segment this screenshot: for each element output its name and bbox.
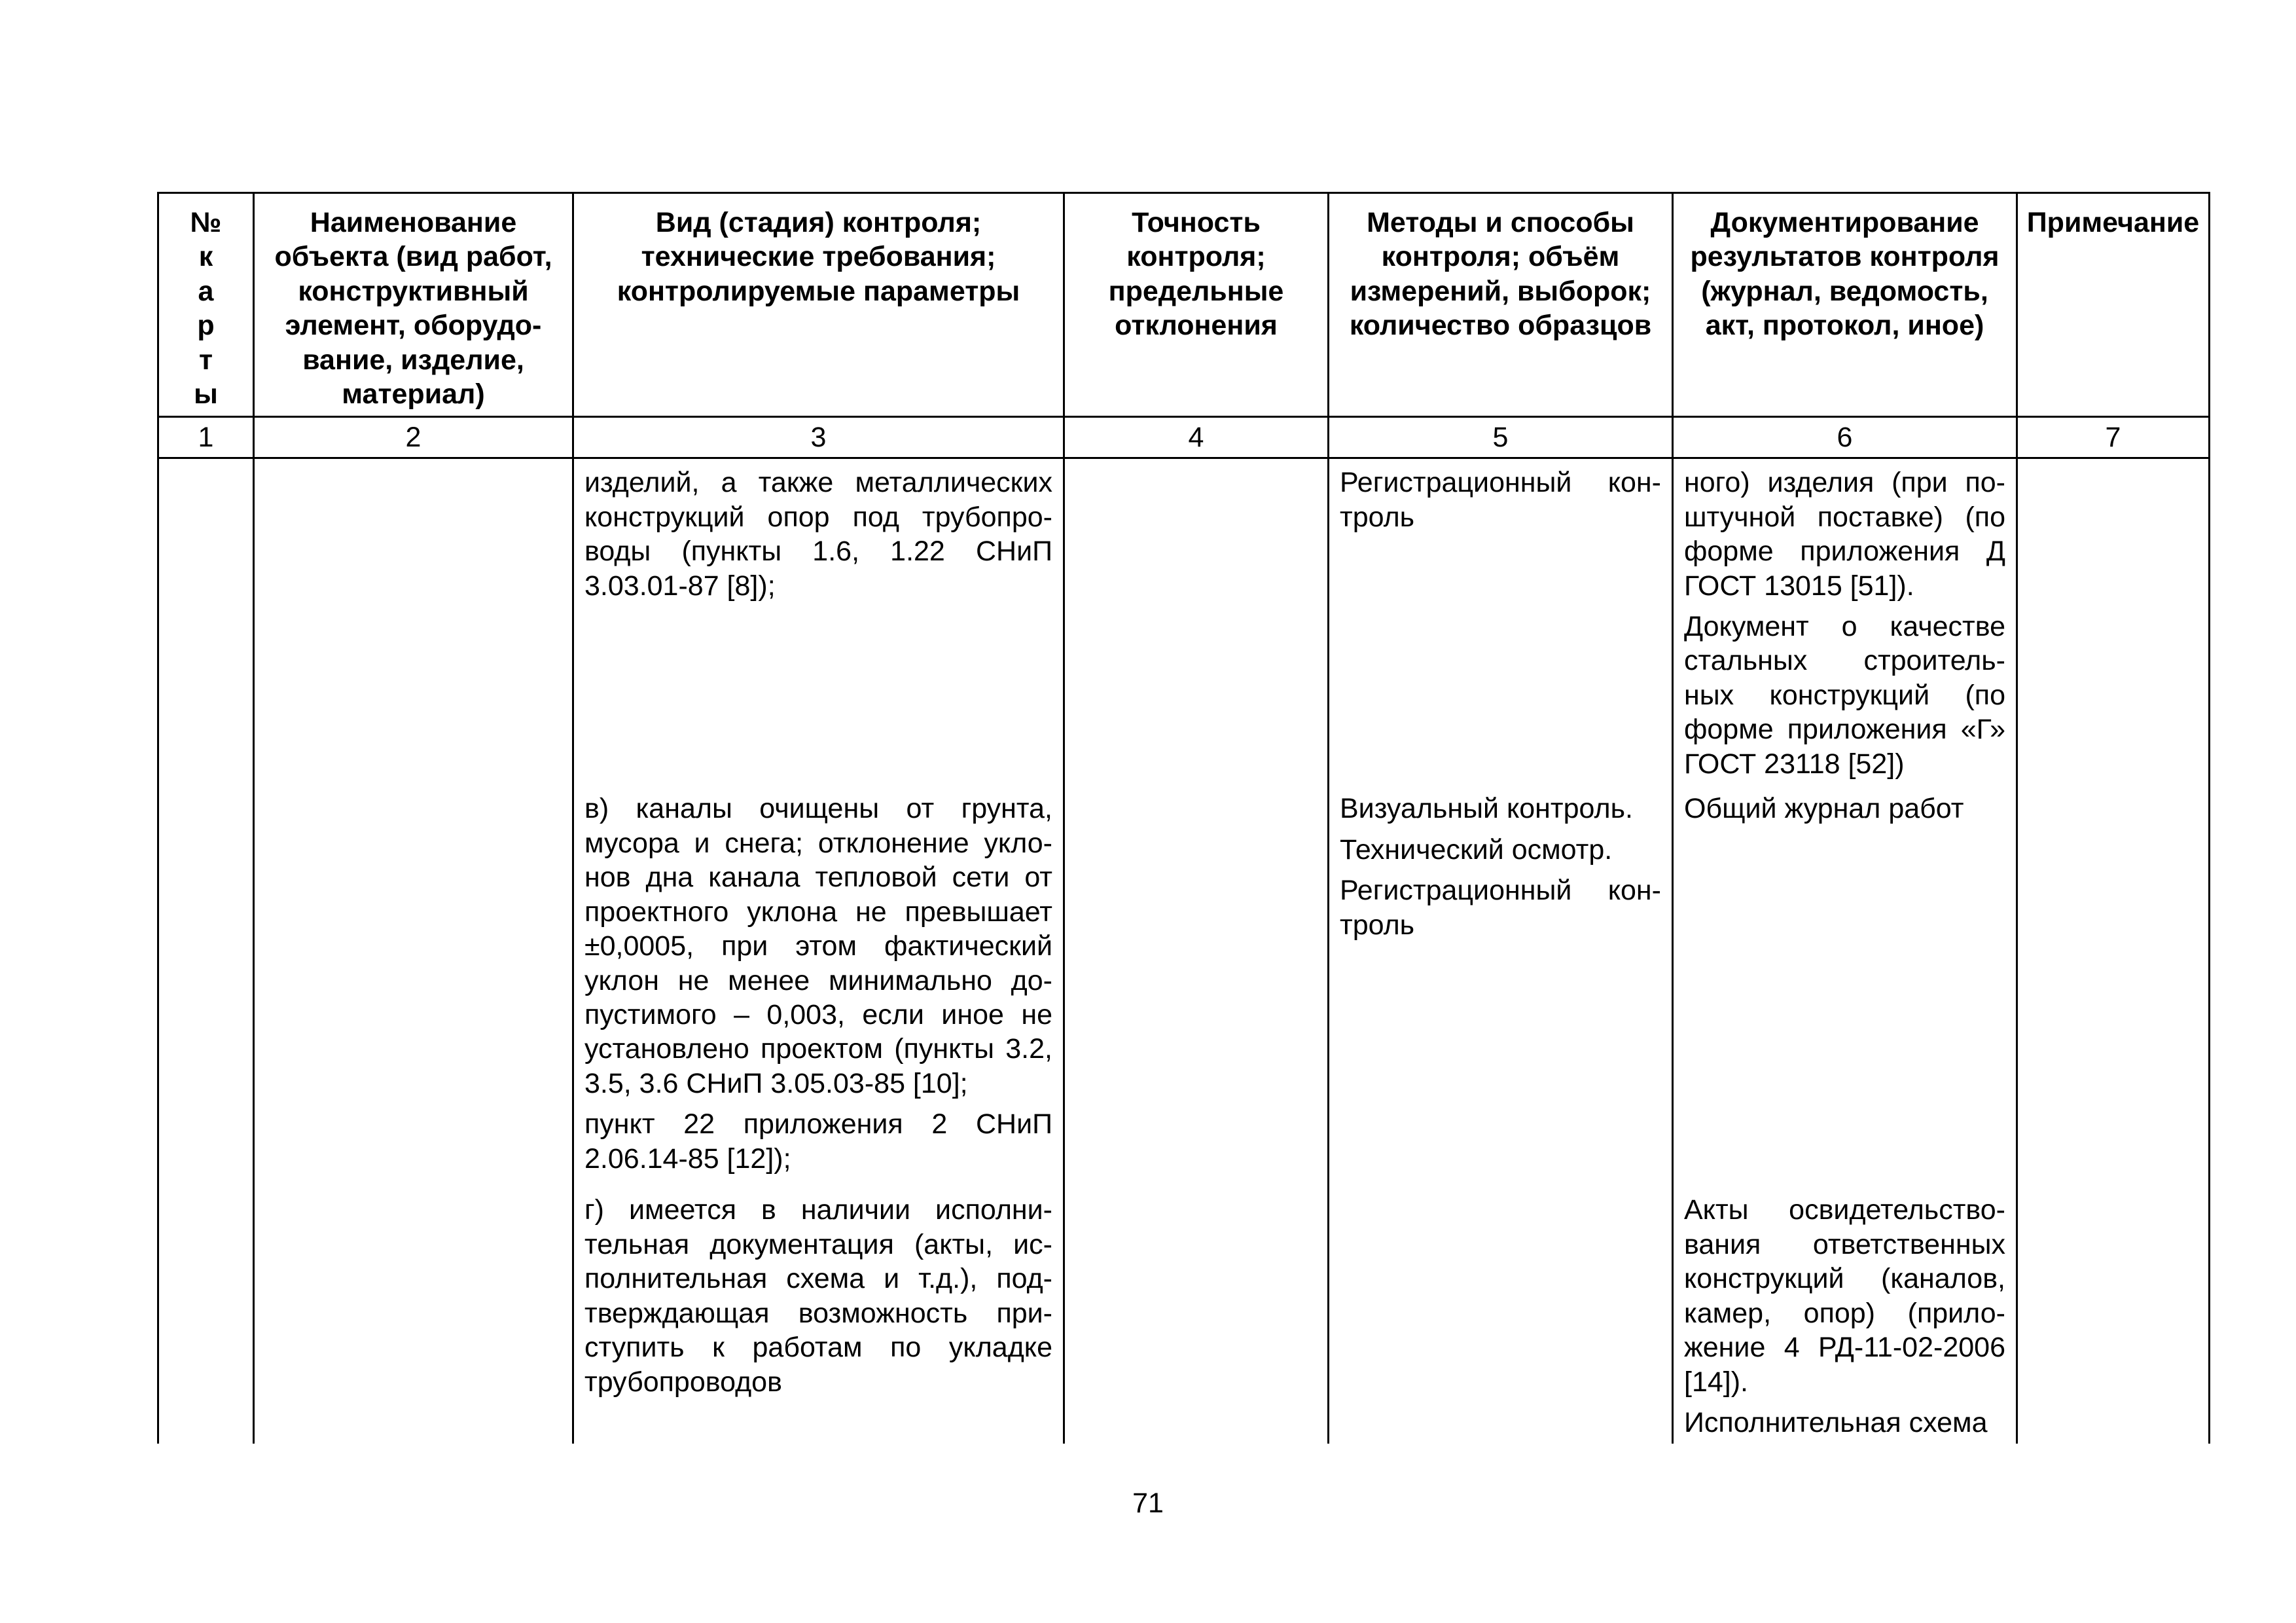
column-number: 6 — [1673, 416, 2017, 458]
method-text: Регистрационный кон-троль — [1340, 875, 1661, 941]
cell-notes — [2017, 785, 2210, 1186]
cell-methods — [1329, 785, 1673, 1186]
cell-notes — [2017, 1186, 2210, 1444]
requirement-text: г) имеется в наличии исполни-тельная документация (акты, ис-полнительная схема и т.д.), под-тверждающая возможность при-ступить к работам по укладке трубопроводов — [584, 1194, 1052, 1398]
cell-card-number — [158, 1186, 254, 1444]
cell-object-name — [254, 1186, 573, 1444]
header-methods: Методы и способы контроля; объём измерений, выборок; количество образцов — [1329, 193, 1673, 417]
documentation-text: ного) изделия (при по-штучной поставке) (по форме приложения Д ГОСТ 13015 [51]). — [1684, 467, 2005, 602]
cell-object-name — [254, 785, 573, 1186]
header-control-type: Вид (стадия) контроля; технические требования; контролируемые параметры — [573, 193, 1064, 417]
cell-notes — [2017, 458, 2210, 786]
cell-methods — [1329, 1186, 1673, 1444]
table-row — [158, 1186, 2210, 1444]
cell-documentation — [1673, 1186, 2017, 1444]
requirement-text: изделий, а также металлических конструкций опор под трубопро-воды (пункты 1.6, 1.22 СНиП 3.03.01-87 [8]); — [584, 467, 1052, 602]
column-number: 1 — [158, 416, 254, 458]
column-number: 5 — [1329, 416, 1673, 458]
header-notes: Примечание — [2017, 193, 2210, 417]
header-object-name: Наименование объекта (вид работ, конструктивный элемент, оборудо-вание, изделие, материал) — [254, 193, 573, 417]
cell-accuracy — [1064, 785, 1329, 1186]
cell-documentation — [1673, 785, 2017, 1186]
documentation-text: Документ о качестве стальных строитель-ных конструкций (по форме приложения «Г» ГОСТ 23118 [52]) — [1684, 610, 2005, 780]
cell-requirements — [573, 1186, 1064, 1444]
column-number-row — [158, 416, 2210, 458]
header-documentation: Документирование результатов контроля (журнал, ведомость, акт, протокол, иное) — [1673, 193, 2017, 417]
requirement-text: в) каналы очищены от грунта, мусора и снега; отклонение укло-нов дна канала тепловой сети от проектного уклона не превышает ±0,0005, при этом фактический уклон не менее минимально до-пустимого – 0,003, если иное не установлено проектом (пункты 3.2, 3.5, 3.6 СНиП 3.05.03-85 [10]; — [584, 793, 1052, 1099]
method-text: Технический осмотр. — [1340, 833, 1613, 866]
cell-card-number — [158, 785, 254, 1186]
documentation-text: Общий журнал работ — [1684, 793, 1964, 825]
column-number: 4 — [1064, 416, 1329, 458]
cell-accuracy — [1064, 1186, 1329, 1444]
cell-requirements — [573, 785, 1064, 1186]
documentation-text: Исполнительная схема — [1684, 1406, 1988, 1438]
method-text: Регистрационный кон-троль — [1340, 467, 1661, 533]
cell-card-number — [158, 458, 254, 786]
column-number: 2 — [254, 416, 573, 458]
column-number: 7 — [2017, 416, 2210, 458]
header-card-number: № к а р т ы — [158, 193, 254, 417]
control-table — [157, 192, 2210, 1444]
header-row — [158, 193, 2210, 417]
requirement-text: пункт 22 приложения 2 СНиП 2.06.14-85 [12]); — [584, 1108, 1052, 1175]
cell-accuracy — [1064, 458, 1329, 786]
table-row — [158, 458, 2210, 786]
header-accuracy: Точность контроля; предельные отклонения — [1064, 193, 1329, 417]
column-number: 3 — [573, 416, 1064, 458]
cell-methods — [1329, 458, 1673, 786]
table-row — [158, 785, 2210, 1186]
documentation-text: Акты освидетельство-вания ответственных конструкций (каналов, камер, опор) (прило-жение 4 РД-11-02-2006 [14]). — [1684, 1194, 2005, 1398]
cell-requirements — [573, 458, 1064, 786]
page-number: 71 — [1132, 1487, 1164, 1519]
cell-object-name — [254, 458, 573, 786]
method-text: Визуальный контроль. — [1340, 793, 1633, 825]
cell-documentation — [1673, 458, 2017, 786]
